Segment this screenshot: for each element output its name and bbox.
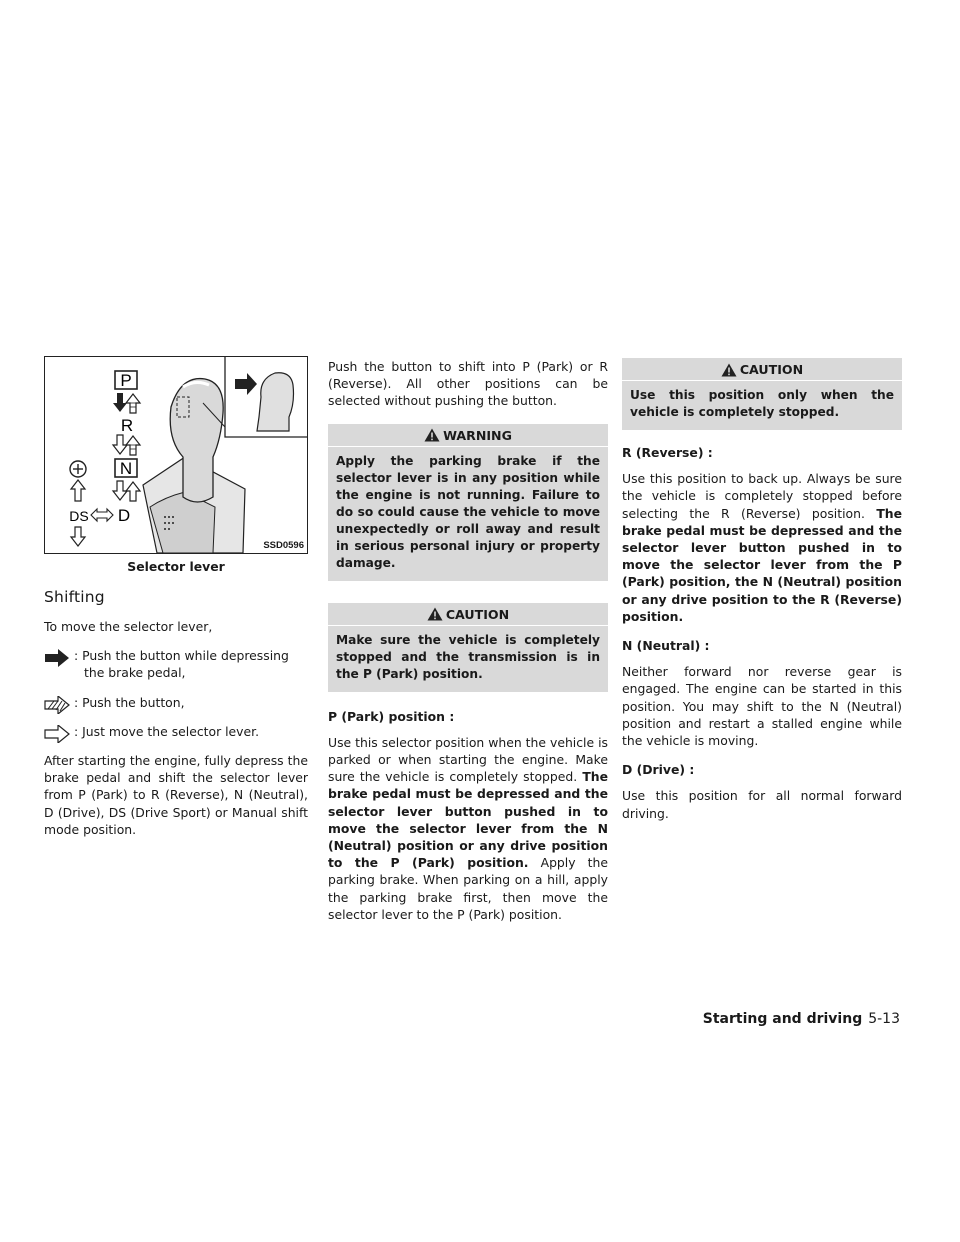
figure-caption: Selector lever [127, 559, 225, 574]
warning-box [328, 424, 608, 581]
selector-lever-diagram [45, 357, 307, 553]
page-number: 5-13 [868, 1011, 900, 1027]
caution-header [622, 358, 902, 381]
drive-heading: D (Drive) : [622, 762, 695, 778]
drive-paragraph: Use this position for all normal forward driving. [622, 788, 902, 821]
down-outline-arrow-icon [113, 481, 127, 500]
legend-item-hatched [44, 694, 308, 711]
column-left [44, 356, 308, 850]
caution-triangle-icon [427, 607, 443, 621]
caution-header [328, 603, 608, 626]
push-button-paragraph: Push the button to shift into P (Park) or R (Reverse). All other positions can be selected without pushing the button. [328, 359, 608, 409]
legend-text: : Push the button, [74, 694, 185, 710]
page-footer [703, 1011, 900, 1027]
column-right [622, 358, 902, 834]
neutral-heading: N (Neutral) : [622, 638, 710, 654]
column-middle [328, 358, 608, 935]
up-hatched-arrow-icon [126, 436, 140, 455]
section-title: Shifting [44, 588, 105, 606]
warning-body: Apply the parking brake if the selector lever is in any position while the engine is not running. Failure to do so could cause the vehicle to move unexpectedly or roll away and result in serious personal injury or property damage. [336, 453, 600, 570]
legend-item-outline [44, 723, 308, 740]
up-outline-arrow-icon [71, 480, 85, 501]
legend-text: : Push the button while depressing the brake pedal, [74, 648, 289, 681]
park-bold-text: The brake pedal must be depressed and the selector lever button pushed in to move the selector lever from the N (Neutral) position or any drive position to the P (Park) position. [328, 769, 608, 871]
outline-arrow-icon [44, 725, 70, 743]
legend-item-solid [44, 647, 308, 681]
park-paragraph [328, 734, 608, 923]
callout-knob [257, 373, 294, 431]
legend-text: : Just move the selector lever. [74, 723, 260, 739]
up-outline-arrow-icon [126, 482, 140, 501]
intro-text: To move the selector lever, [44, 619, 213, 634]
neutral-paragraph: Neither forward nor reverse gear is engaged. The engine can be started in this position. You may shift to the N (Neutral) position and restart a stalled engine while the vehicle is moving. [622, 664, 902, 749]
caution-triangle-icon [721, 363, 737, 377]
d-label: D [117, 506, 131, 525]
r-label: R [120, 416, 134, 435]
reverse-paragraph [622, 470, 902, 625]
shifting-paragraph: After starting the engine, fully depress the brake pedal and shift the selector lever from P (Park) to R (Reverse), N (Neutral), D (Drive), DS (Drive Sport) or Manual shift mode position. [44, 753, 308, 837]
caution-box [622, 358, 902, 430]
n-label: N [119, 459, 133, 478]
warning-title: WARNING [443, 427, 512, 443]
figure-code: SSD0596 [263, 540, 304, 551]
reverse-bold-text: The brake pedal must be depressed and the selector lever button pushed in to move the selector lever from the P (Park) position, the N (Neutral) position or any drive position to the R (Reverse) position. [622, 505, 902, 624]
selector-lever-figure [44, 356, 308, 554]
down-solid-arrow-icon [113, 393, 127, 412]
warning-triangle-icon [424, 428, 440, 442]
caution-box [328, 603, 608, 692]
reverse-text: Use this position to back up. Always be sure the vehicle is completely stopped before selecting the R (Reverse) position. [622, 471, 902, 521]
caution-body: Use this position only when the vehicle is completely stopped. [630, 388, 894, 419]
caution-body: Make sure the vehicle is completely stopped and the transmission is in the P (Park) position. [336, 632, 600, 681]
solid-arrow-icon [235, 373, 257, 395]
park-heading: P (Park) position : [328, 708, 455, 724]
p-label: P [120, 371, 132, 390]
up-hatched-arrow-icon [126, 394, 140, 413]
chapter-title: Starting and driving [702, 1011, 863, 1027]
warning-header [328, 424, 608, 447]
bidirectional-arrow-icon [91, 509, 113, 521]
caution-title: CAUTION [739, 362, 804, 377]
ds-label: DS [69, 508, 89, 524]
caution-title: CAUTION [445, 606, 510, 622]
park-tail-text: Apply the parking brake. When parking on a hill, apply the parking brake first, then move the selector lever to the P (Park) position. [328, 855, 608, 922]
park-text: Use this selector position when the vehicle is parked or when starting the engine. Make sure the vehicle is completely stopped. [328, 734, 608, 785]
down-outline-arrow-icon [113, 435, 127, 454]
solid-arrow-icon [44, 649, 70, 667]
hatched-arrow-icon [44, 696, 70, 714]
down-outline-arrow-icon [71, 527, 85, 546]
reverse-heading: R (Reverse) : [622, 445, 713, 460]
